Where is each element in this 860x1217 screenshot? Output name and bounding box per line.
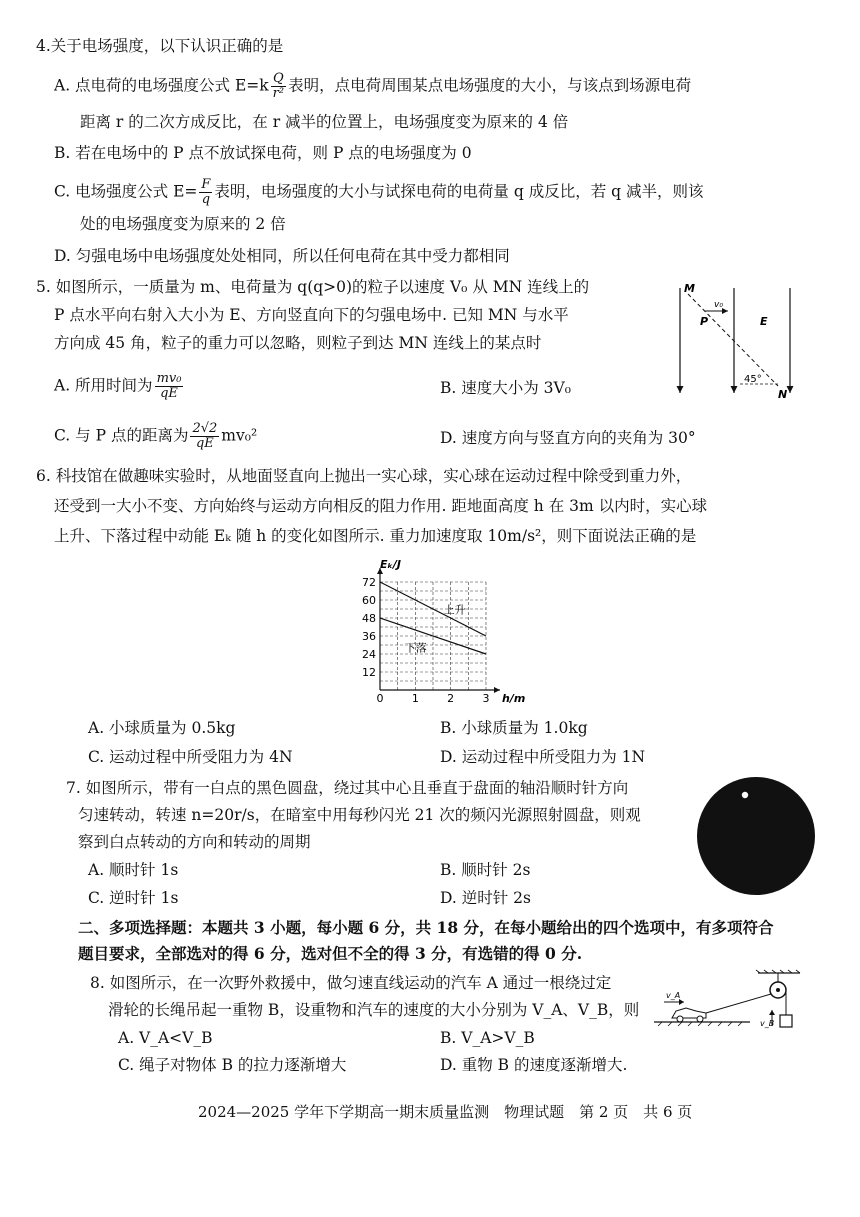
label-v0: v₀	[714, 300, 723, 310]
q7-option-a: A. 顺时针 1s	[88, 861, 179, 879]
y-tick-label: 12	[362, 666, 376, 679]
label-e: E	[760, 315, 768, 328]
label-m: M	[684, 282, 695, 295]
q5-line2: P 点水平向右射入大小为 E、方向竖直向下的匀强电场中. 已知 MN 与水平	[54, 306, 569, 324]
q4-option-b: B. 若在电场中的 P 点不放试探电荷，则 P 点的电场强度为 0	[54, 144, 472, 162]
q5-option-c: C. 与 P 点的距离为 $\frac{2√2}{qE}$ mv₀²	[54, 421, 258, 451]
q4-option-c: C. 电场强度公式 E= $\frac{F}{q}$ 表明，电场强度的大小与试探电荷的电荷量 q 成反比，若 q 减半，则该	[54, 177, 704, 207]
q6-option-b: B. 小球质量为 1.0kg	[440, 719, 588, 737]
q4-option-c-line2: 处的电场强度变为原来的 2 倍	[80, 215, 286, 233]
q5-line3: 方向成 45 角，粒子的重力可以忽略，则粒子到达 MN 连线上的某点时	[54, 334, 542, 352]
q6-option-a: A. 小球质量为 0.5kg	[88, 719, 236, 737]
q6-option-c: C. 运动过程中所受阻力为 4N	[88, 748, 293, 766]
q4-option-a: A. 点电荷的电场强度公式 E=k $\frac{Q}{\text{r²}}$ 表明，点电荷周围某点电场强度的大小，与该点到场源电荷	[54, 71, 692, 101]
x-axis-arrow	[494, 687, 500, 693]
x-tick-label: 3	[482, 692, 490, 705]
x-tick-label: 1	[411, 692, 419, 705]
car-wheel	[677, 1016, 683, 1022]
y-tick-label: 36	[362, 630, 376, 643]
q6-option-d: D. 运动过程中所受阻力为 1N	[440, 748, 646, 766]
q7-line1: 7. 如图所示，带有一白点的黑色圆盘，绕过其中心且垂直于盘面的轴沿顺时针方向	[66, 779, 629, 797]
q4-option-d: D. 匀强电场中电场强度处处相同，所以任何电荷在其中受力都相同	[54, 247, 510, 265]
q5-option-b: B. 速度大小为 3V₀	[440, 379, 571, 397]
q7-option-d: D. 逆时针 2s	[440, 889, 531, 907]
fraction: $\frac{\text{mv₀}}{qE}$	[156, 371, 182, 401]
q6-line1: 6. 科技馆在做趣味实验时，从地面竖直向上抛出一实心球，实心球在运动过程中除受到重力外，	[36, 467, 692, 485]
q8-option-d: D. 重物 B 的速度逐渐增大.	[440, 1056, 628, 1074]
fraction: $\frac{2√2}{qE}$	[192, 421, 218, 451]
q6-line3: 上升、下落过程中动能 Eₖ 随 h 的变化如图所示. 重力加速度取 10m/s²，则下面说法正确的是	[54, 527, 697, 545]
rope-to-car	[706, 994, 771, 1013]
label-n: N	[778, 388, 788, 401]
fraction: $\frac{F}{q}$	[201, 177, 211, 207]
q5-option-a: A. 所用时间为 $\frac{\text{mv₀}}{qE}$	[54, 371, 182, 401]
rotating-disc	[695, 775, 817, 897]
q8-line1: 8. 如图所示，在一次野外救援中，做匀速直线运动的汽车 A 通过一根绕过定	[90, 974, 612, 992]
q8-option-a: A. V_A<V_B	[118, 1029, 213, 1047]
section2-line2: 题目要求，全部选对的得 6 分，选对但不全的得 3 分，有选错的得 0 分.	[78, 944, 583, 963]
ek-h-chart	[350, 556, 526, 706]
q8-option-b: B. V_A>V_B	[440, 1029, 535, 1047]
label-angle: 45°	[744, 374, 762, 385]
white-dot	[742, 792, 748, 798]
q5-field-diagram	[670, 278, 802, 404]
weight-b	[780, 1015, 792, 1027]
q8-line2: 滑轮的长绳吊起一重物 B，设重物和汽车的速度的大小分别为 V_A、V_B，则	[108, 1001, 640, 1019]
q4-option-a-line2: 距离 r 的二次方成反比，在 r 减半的位置上，电场强度变为原来的 4 倍	[80, 113, 569, 131]
x-tick-label: 0	[376, 692, 384, 705]
y-tick-label: 48	[362, 612, 376, 625]
x-tick-label: 2	[447, 692, 455, 705]
fraction: $\frac{Q}{\text{r²}}$	[272, 71, 285, 101]
series-label: 上升	[443, 603, 466, 617]
chart-axes	[377, 568, 500, 693]
q6-line2: 还受到一大小不变、方向始终与运动方向相反的阻力作用. 距地面高度 h 在 3m 以内时，实心球	[54, 497, 708, 515]
q8-option-c: C. 绳子对物体 B 的拉力逐渐增大	[118, 1056, 347, 1074]
y-tick-label: 72	[362, 576, 376, 589]
q5-line1: 5. 如图所示，一质量为 m、电荷量为 q(q>0)的粒子以速度 V₀ 从 MN 连线上的	[36, 278, 590, 296]
label-vb: v_B	[760, 1019, 775, 1028]
pulley-diagram	[650, 970, 810, 1032]
black-disc	[697, 777, 815, 895]
q7-option-c: C. 逆时针 1s	[88, 889, 179, 907]
x-axis-label: h/m	[502, 692, 526, 705]
pulley-axle	[776, 988, 780, 992]
q7-line2: 匀速转动，转速 n=20r/s，在暗室中用每秒闪光 21 次的频闪光源照射圆盘，则观	[78, 806, 641, 824]
label-va: v_A	[666, 991, 681, 1000]
series-label: 下落	[404, 641, 427, 655]
label-p: P	[700, 315, 709, 328]
page-footer: 2024—2025 学年下学期高一期末质量监测 物理试题 第 2 页 共 6 页	[198, 1103, 693, 1121]
section2-line1: 二、多项选择题：本题共 3 小题，每小题 6 分，共 18 分，在每小题给出的四个选项中，有多项符合	[78, 918, 774, 937]
y-axis-label: Eₖ/J	[380, 558, 401, 571]
mn-line	[688, 294, 778, 386]
y-tick-label: 60	[362, 594, 376, 607]
y-tick-label: 24	[362, 648, 376, 661]
q7-option-b: B. 顺时针 2s	[440, 861, 531, 879]
q7-line3: 察到白点转动的方向和转动的周期	[78, 833, 311, 851]
q4-stem: 4.关于电场强度，以下认识正确的是	[36, 37, 284, 55]
q5-option-d: D. 速度方向与竖直方向的夹角为 30°	[440, 429, 696, 447]
chart-ticks	[362, 576, 490, 705]
car-wheel	[697, 1016, 703, 1022]
